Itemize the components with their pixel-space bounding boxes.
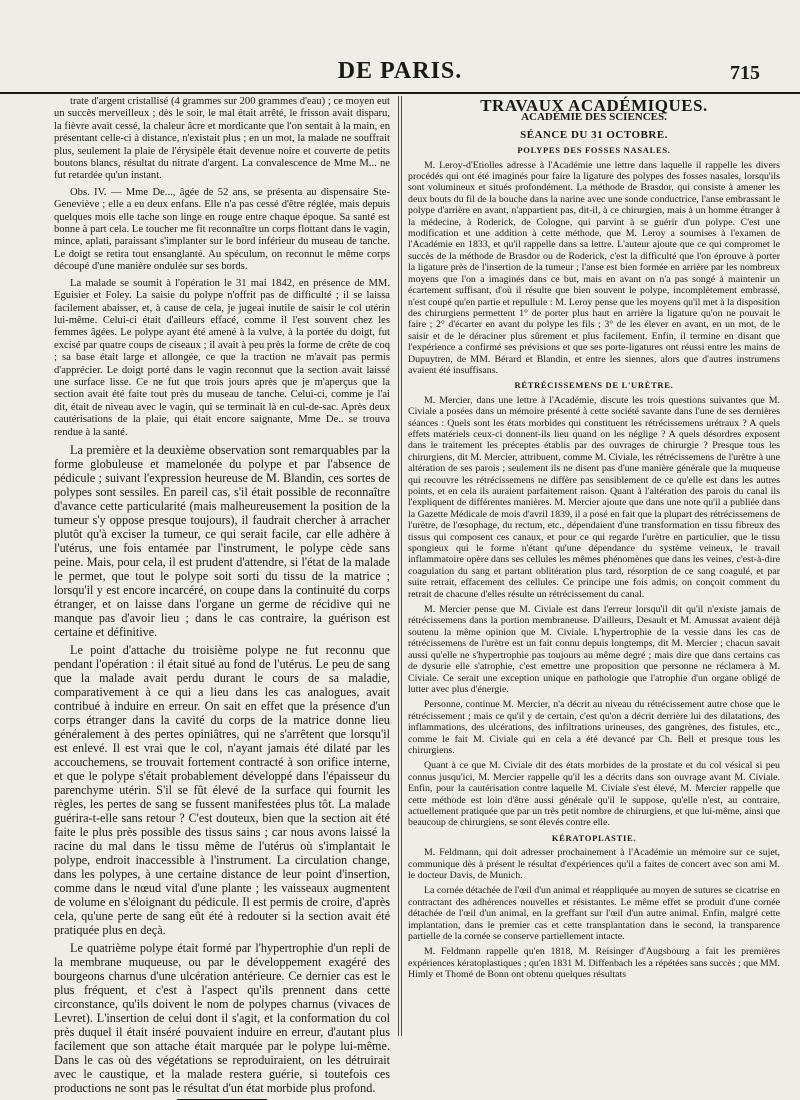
topic-heading: KÉRATOPLASTIE. <box>551 832 637 843</box>
left-paragraph: Le point d'attache du troisième polype ne fut reconnu que pendant l'opération : il était situé au fond de l'utérus. Le peu de sang que la malade avait perdu durant le cours de sa maladie, comparativement à ce qui a lieu dans les cas analogues, avait contribué à induire en erreur. On sait en effet que la présence d'un corps étranger dans la cavité du corps de la matrice donne lieu généralement à des pertes opiniâtres, qui ne s'arrêtent que lorsqu'il est enlevé. Il est vrai que le col, n'ayant jamais été dilaté par les accouchemens, se trouvait fortement contracté à son orifice interne, et que le polype s'était probablement développé dans l'épaisseur du parenchyme utérin. S'il se fût élevé de la surface qui fournit les règles, les pertes de sang se fussent manifestées plus tôt. La malade guérira-t-elle sans retour ? C'est douteux, bien que la section ait été faite le plus près possible des tissus sains ; car nous avons laissé la racine du mal dans le tissu même de l'utérus où s'implantait le polype, endroit inaccessible à l'instrument. La circulation change, dans les polypes, à une certaine distance de leur point d'insertion, comme dans le nœud vital d'une plante ; les vaisseaux augmentent de volume en s'éloignant du pédicule. Il est permis de croire, d'après cela, qu'une perte de sang eût été à redouter si la section avait été pratiquée plus en deçà. <box>54 642 390 937</box>
left-paragraph: Le quatrième polype était formé par l'hypertrophie d'un repli de la membrane muqueuse, ou par le développement exagéré des bourgeons charnus d'une ulcération antérieure. Ce dernier cas est le plus fréquent, et c'est à l'aspect qu'ils prennent dans cette circonstance, qu'ils doivent le nom de polypes charnus (vivaces de Levret). L'insertion de celui dont il s'agit, et la conformation du col près duquel il était inséré pouvaient induire en erreur, d'autant plus facilement que son attache était marquée par le polype lui-même. Dans le cas où des végétations se reproduiraient, on les détruirait avec le caustique, et la malade restera guérie, si toutefois ces productions ne sont pas le résultat d'un état morbide plus profond. <box>54 940 390 1095</box>
topic-paragraph: M. Leroy-d'Etiolles adresse à l'Académie une lettre dans laquelle il rappelle les divers procédés qui ont été imaginés pour faire la ligature des polypes des fosses nasales, lorsqu'ils sont volumineux et situés profondément. La méthode de Brasdor, qui consiste à amener les deux bouts du fil de la bouche dans la narine avec une sonde conductrice, l'anse embrassant le polype d'arrière en avant, n'appartient pas, dit-il, à ce chirurgien, mais à un homme étranger à la médecine, à Roderick, de Cologne, qui parvint à se guérir d'un polype. C'est une modification et une addition à cette méthode, que M. Leroy a soumises à l'examen de l'Académie en 1833, et qu'il rappelle dans sa lettre. L'auteur ajoute que ce qui compromet le succès de la méthode de Brasdor ou de Roderick, c'est la difficulté que l'on éprouve à porter la ligature près de l'insertion de la tumeur ; l'anse est bien formée en arrière par les nombreux moyens que l'on a imaginés dans ce but, mais en avant on n'a pas songé à maintenir un écartement suffisant, d'où il résulte que bien souvent le polype, incomplètement embrassé, n'est coupé qu'en partie et repullule : M. Leroy pense que les moyens qu'il met à la disposition des chirurgiens permettent 1° de porter plus haut en arrière la ligature qu'on ne pouvait le faire ; 2° d'écarter en avant du polype les fils ; 3° de les élever en avant, en un mot, de le saisir et de le déraciner plus sûrement et plus facilement. Enfin, il termine en disant que l'expérience a confirmé ses prévisions et que ses porte-ligatures ont réussi entre les mains de Dupuytren, de MM. Bérard et Blandin, et entre les siennes, alors que d'autres instrumens avaient été insuffisans. <box>408 159 780 376</box>
topic-paragraph: La cornée détachée de l'œil d'un animal et réappliquée au moyen de sutures se cicatrise en contractant des adhérences nouvelles et résistantes. Le même effet se produit d'une cornée détachée de l'œil d'un animal, en la greffant sur l'œil d'un autre animal. Enfin, malgré cette implantation, dans le premier cas et cette transplantation dans le second, la transparence partielle de la cornée se conserve partiellement intacte. <box>408 885 780 943</box>
right-column <box>408 96 780 1036</box>
topic-paragraph: Quant à ce que M. Civiale dit des états morbides de la prostate et du col vésical si peu connus jusqu'ici, M. Mercier rappelle qu'il les a décrits dans son ouvrage avant M. Civiale. Enfin, pour la cautérisation contre laquelle M. Civiale s'est élevé, M. Mercier rappelle que cette méthode est loin d'être aussi générale qu'il le suppose, qu'elle n'est, au contraire, actuellement pratiquée que par un très petit nombre de chirurgiens, et que lui-même, ainsi que beaucoup de chirurgiens, se sont élevés contre elle. <box>408 760 780 829</box>
topic-heading: POLYPES DES FOSSES NASALES. <box>517 145 671 156</box>
topic-paragraph: M. Feldmann rappelle qu'en 1818, M. Reisinger d'Augsbourg a fait les premières expériences kératoplastiques ; qu'en 1831 M. Diffenbach les a répétées sans succès ; que MM. Himly et Thomé de Bonn ont obtenu quelques résultats <box>408 946 780 981</box>
left-paragraph: La malade se soumit à l'opération le 31 mai 1842, en présence de MM. Eguisier et Foley. La saisie du polype n'offrit pas de difficulté ; il se laissa facilement abaisser, et, à cause de cela, je jugeai inutile de saisir le col utérin lui-même. Celui-ci était d'ailleurs effacé, comme il l'est souvent chez les femmes âgées. Le polype ayant été amené à la vulve, à la portée du doigt, fut excisé par quatre coups de ciseaux ; il avait à peu près la forme de crête de coq ; sa base était large et allongée, ce que la traction ne m'avait pas permis d'apprécier. Le doigt porté dans le vagin reconnut que la section avait laissé une surface lisse. Ce ne fut que trois jours après que je m'aperçus que la section avait été faite tout près du museau de tanche. Celui-ci, comme je l'ai dit, était de niveau avec le vagin, qui se terminait là en cul-de-sac. Après deux cautérisations de la plaie, qui était encore saignante, Mme De.. se trouva rendue à la santé. <box>54 277 390 438</box>
left-paragraph: trate d'argent cristallisé (4 grammes sur 200 grammes d'eau) ; ce moyen eut un succès merveilleux ; dès le soir, le mal était arrêté, le frisson avait disparu, la fièvre avait cessé, la chaleur âcre et mordicante que l'on sentait à la main, en présentant celle-ci à distance, n'existait plus ; en un mot, la malade ne souffrait plus, seulement la plaie de l'érysipèle était devenue noire et couverte de petits boutons blancs, résultat du nitrate d'argent. La convalescence de Mme M... ne fut retardée qu'un instant. <box>54 96 390 182</box>
section-subtitle: ACADÉMIE DES SCIENCES. <box>521 111 667 124</box>
column-divider <box>398 96 399 1036</box>
page-number: 715 <box>730 62 760 84</box>
topic-paragraph: M. Feldmann, qui doit adresser prochainement à l'Académie un mémoire sur ce sujet, communique dès à présent le résultat d'expériences qu'il a faites de concert avec son ami M. le docteur Davis, de Munich. <box>408 847 780 881</box>
left-column <box>54 96 390 1095</box>
session-heading: SÉANCE DU 31 OCTOBRE. <box>520 128 668 141</box>
left-paragraph: La première et la deuxième observation sont remarquables par la forme globuleuse et mamelonée du polype et par l'absence de pédicule ; suivant l'expression heureuse de M. Blandin, ces sortes de polypes sont sessiles. En pareil cas, s'il était possible de reconnaître d'avance cette particularité (mais malheureusement la position de la tumeur s'y oppose presque toujours), il faudrait chercher à arracher plutôt qu'à exciser la tumeur, ce qui serait facile, car elle adhère à l'utérus, une fois entamée par l'instrument, le polype cède sans peine. Mais, pour cela, il est prudent d'attendre, si l'état de la malade le permet, que tout le polype soit sorti du tissu de la matrice ; lorsqu'il y est encore incarcéré, on coupe dans la continuité du corps étranger, et on laisse dans l'organe un germe de récidive qui ne manque pas d'avoir lieu ; dans le cas contraire, la guérison est certaine et définitive. <box>54 442 390 639</box>
left-paragraph: Obs. IV. — Mme De..., âgée de 52 ans, se présenta au dispensaire Ste-Geneviève ; elle a eu deux enfans. Elle n'a pas cessé d'être réglée, mais depuis quelques mois elle tache son linge en rouge entre chaque époque. Sa santé est bonne à part cela. Le toucher me fit reconnaître un corps flottant dans le vagin, mince, aplati, paraissant s'implanter sur le bord inférieur du museau de tanche. Le doigt se retira tout ensanglanté. Au spéculum, on reconnut le même corps découpé d'une manière ondulée sur ses bords. <box>54 186 390 273</box>
topic-paragraph: M. Mercier pense que M. Civiale est dans l'erreur lorsqu'il dit qu'il n'existe jamais de rétrécissemens dans la portion membraneuse. D'ailleurs, Desault et M. Amussat avaient déjà soutenu la même opinion que M. Civiale. L'hypertrophie de la vessie dans les cas de rétrécissemens de l'urètre est un fait connu depuis longtemps, dit M. Mercier ; chacun savait aussi qu'elle ne s'hypertrophie pas toujours au même degré ; mais dire que dans certains cas de dysurie elle s'atrophie, c'est emettre une proposition que personne ne réclamera à M. Civiale. Ce serait une exception unique en pathologie que l'atrophie d'un organe obligé de lutter avec plus d'énergie. <box>408 604 780 695</box>
running-title: DE PARIS. <box>337 58 463 84</box>
section-title: TRAVAUX ACADÉMIQUES. <box>480 96 708 115</box>
topic-heading: RÉTRÉCISSEMENS DE L'URÈTRE. <box>514 380 674 391</box>
topic-paragraph: M. Mercier, dans une lettre à l'Académie, discute les trois questions suivantes que M. Civiale a posées dans un mémoire présenté à cette société savante dans l'une de ses dernières séances : Quels sont les états morbides qui constituent les rétrécissemens urétraux ? A quels effets matériels ceux-ci donnent-ils lieu quand on les néglige ? A quels désordres exposent dans le traitement les préceptes établis par des ouvrages de chirurgie ? Presque tous les chirurgiens, dit M. Mercier, attribuent, comme M. Civiale, les rétrécissemens de l'urètre à une altération de ses parois ; seulement ils ne disent pas d'une manière générale que la muqueuse qui recouvre les rétrécissemens ne diffère pas sensiblement de ce qu'elle est dans les autres points, et en cela ils auraient parfaitement raison. Quant à l'altération des parois du canal ils l'expliquent de différentes manières. M. Mercier ajoute que dans une note qu'il a publiée dans la Gazette Médicale de mois d'avril 1839, il a posé en fait que la plupart des rétrécissemens de l'urètre, de l'œsophage, du rectum, etc., dépendaient d'une transformation en tissu fibreux des tissus qui composent ces canaux, et pour ce qui regarde l'urètre en particulier, que le tissu spongieux qui le forme n'étant qu'une dépendance du système veineux, le travail inflammatoire opère dans ses cellules les mêmes phénomènes que dans les veines, c'est-à-dire coagulation du sang et partant oblitération plus tard, résorption de ce sang coagulé, et par suite retrait, effacement des cellules. Ce principe une fois admis, on conçoit comment du retrait de chacune d'elles résulte un rétrécissement du canal. <box>408 394 780 600</box>
page-header <box>0 58 800 94</box>
topic-paragraph: Personne, continue M. Mercier, n'a décrit au niveau du rétrécissement autre chose que le rétrécissement ; mais ce qu'il y de certain, c'est qu'on a décrit derrière lui des dilatations, des inflammations, des ulcérations, des infiltrations urineuses, des gangrènes, des fistules, etc., comme le fait M. Civiale qui en cela a été devancé par Ch. Bell et presque tous les chirurgiens. <box>408 699 780 756</box>
